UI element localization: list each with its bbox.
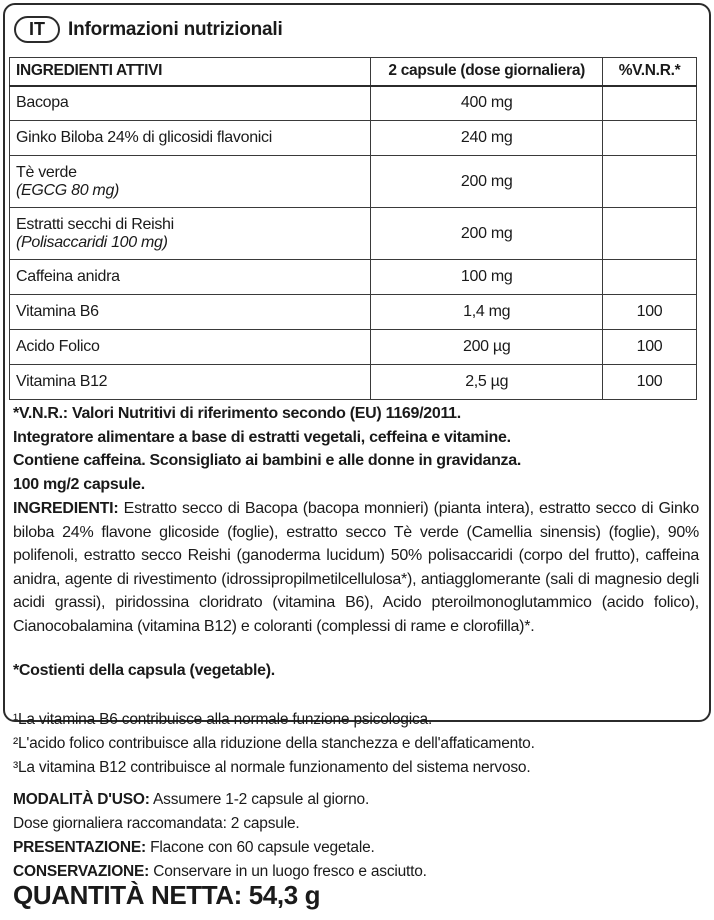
health-claims xyxy=(13,708,703,780)
presentation xyxy=(13,836,703,860)
ingredient-vnr: 100 xyxy=(603,330,697,365)
storage-label: CONSERVAZIONE: xyxy=(13,863,150,880)
ingredients-label: INGREDIENTI: xyxy=(13,500,119,517)
ingredient-vnr: 100 xyxy=(603,295,697,330)
ingredient-vnr xyxy=(603,260,697,295)
vnr-note: *V.N.R.: Valori Nutritivi di riferimento secondo (EU) 1169/2011. xyxy=(13,405,461,422)
ingredient-dose: 100 mg xyxy=(371,260,603,295)
ingredient-dose: 200 mg xyxy=(371,208,603,260)
ingredient-name: Tè verde (EGCG 80 mg) xyxy=(10,156,371,208)
table-row xyxy=(10,208,697,260)
column-header-ingredients: INGREDIENTI ATTIVI xyxy=(10,58,371,86)
presentation-text: Flacone con 60 capsule vegetale. xyxy=(150,839,375,856)
ingredient-subnote: (Polisaccaridi 100 mg) xyxy=(16,233,168,251)
table-row xyxy=(10,121,697,156)
supplement-note: Integratore alimentare a base di estratti vegetali, ceffeina e vitamine. xyxy=(13,428,511,446)
ingredient-vnr xyxy=(603,208,697,260)
ingredient-name: Estratti secchi di Reishi (Polisaccaridi 100 mg) xyxy=(10,208,371,260)
storage-text: Conservare in un luogo fresco e asciutto. xyxy=(153,863,427,880)
ingredient-dose: 2,5 µg xyxy=(371,365,603,400)
table-row xyxy=(10,295,697,330)
net-quantity: QUANTITÀ NETTA: 54,3 g xyxy=(13,880,321,910)
claim-item: ³La vitamina B12 contribuisce al normale funzionamento del sistema nervoso. xyxy=(13,759,531,776)
daily-dose: Dose giornaliera raccomandata: 2 capsule. xyxy=(13,815,300,832)
usage-section xyxy=(13,788,703,884)
usage-mode-text: Assumere 1-2 capsule al giorno. xyxy=(153,791,370,808)
ingredient-subnote: (EGCG 80 mg) xyxy=(16,181,120,199)
ingredient-dose: 240 mg xyxy=(371,121,603,156)
panel-title: Informazioni nutrizionali xyxy=(68,19,283,40)
usage-mode-label: MODALITÀ D'USO: xyxy=(13,791,150,808)
capsule-note: *Costienti della capsula (vegetable). xyxy=(13,662,275,679)
ingredient-dose: 400 mg xyxy=(371,86,603,121)
table-row xyxy=(10,86,697,121)
ingredient-dose: 200 µg xyxy=(371,330,603,365)
column-header-dose: 2 capsule (dose giornaliera) xyxy=(371,58,603,86)
ingredient-name: Ginko Biloba 24% di glicosidi flavonici xyxy=(10,121,371,156)
usage-mode xyxy=(13,788,703,812)
nutrition-table xyxy=(9,57,697,400)
ingredient-name: Bacopa xyxy=(10,86,371,121)
table-header-row xyxy=(10,58,697,86)
language-badge: IT xyxy=(14,16,60,43)
table-row xyxy=(10,156,697,208)
column-header-vnr: %V.N.R.* xyxy=(603,58,697,86)
table-row xyxy=(10,365,697,400)
ingredient-name: Vitamina B12 xyxy=(10,365,371,400)
ingredients-paragraph xyxy=(13,497,699,638)
ingredient-vnr xyxy=(603,86,697,121)
table-row xyxy=(10,330,697,365)
ingredient-vnr xyxy=(603,121,697,156)
table-row xyxy=(10,260,697,295)
ingredient-dose: 1,4 mg xyxy=(371,295,603,330)
ingredient-name: Acido Folico xyxy=(10,330,371,365)
table-notes xyxy=(13,402,703,496)
ingredient-name: Vitamina B6 xyxy=(10,295,371,330)
claim-item: ¹La vitamina B6 contribuisce alla normale funzione psicologica. xyxy=(13,711,433,728)
ingredient-vnr: 100 xyxy=(603,365,697,400)
caffeine-warning: Contiene caffeina. Sconsigliato ai bambini e alle donne in gravidanza. xyxy=(13,452,522,469)
claim-item: ²L'acido folico contribuisce alla riduzione della stanchezza e dell'affaticamento. xyxy=(13,735,535,752)
ingredients-text: Estratto secco di Bacopa (bacopa monnieri) (pianta intera), estratto secco di Ginko biloba 24% flavone glicoside (foglie), estratto secco Tè verde (Camellia sinensis) (foglie), 90% polifenoli, estratto secco Reishi (ganoderma lucidum) 50% polisaccaridi (corpo del frutto), caffeina anidra, agente di rivestimento (idrossipropilmetilcellulosa*), antiagglomerante (sali di magnesio degli acidi grassi), piridossina cloridrato (vitamina B6), Acido pteroilmonoglutammico (acido folico), Cianocobalamina (vitamina B12) e coloranti (complessi di rame e clorofilla)*. xyxy=(13,500,699,635)
ingredient-dose: 200 mg xyxy=(371,156,603,208)
presentation-label: PRESENTAZIONE: xyxy=(13,839,146,856)
ingredient-name: Caffeina anidra xyxy=(10,260,371,295)
ingredient-vnr xyxy=(603,156,697,208)
caffeine-amount: 100 mg/2 capsule. xyxy=(13,475,145,493)
